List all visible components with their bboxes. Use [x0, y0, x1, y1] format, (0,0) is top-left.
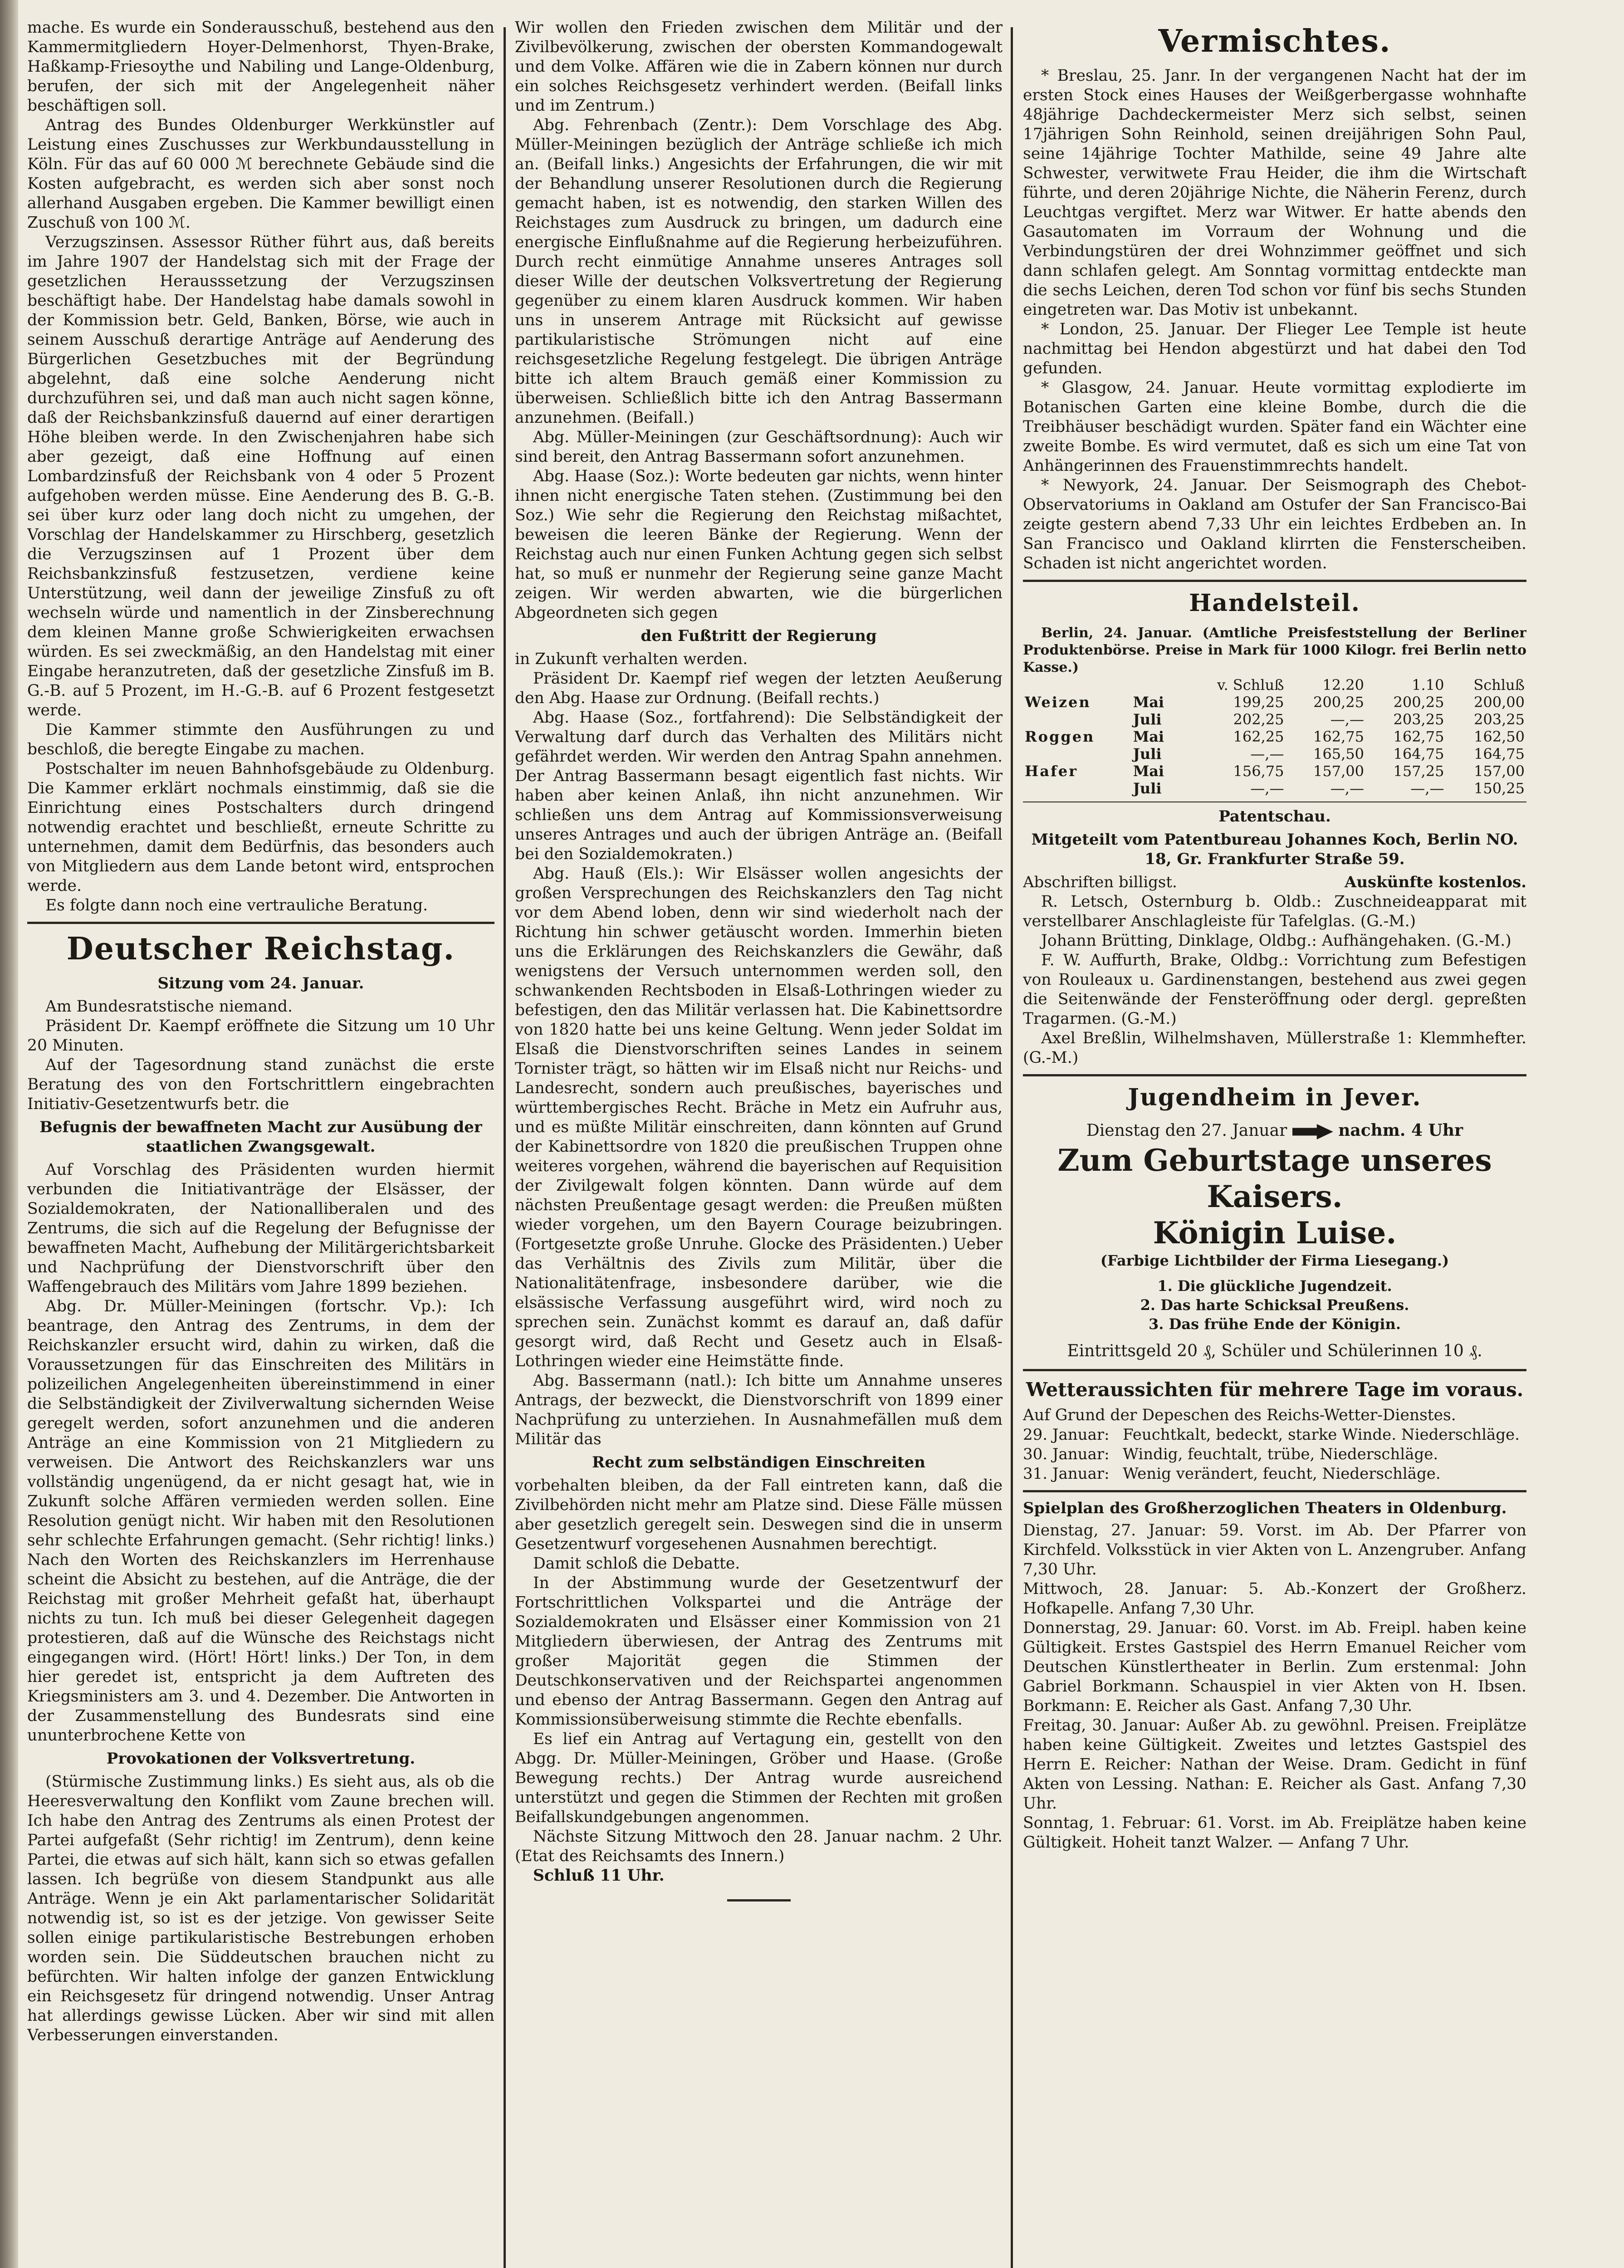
- wetter-heading: Wetteraussichten für mehrere Tage im voraus.: [1026, 1378, 1524, 1401]
- spielplan-heading: Spielplan des Großherzoglichen Theaters in Oldenburg.: [1023, 1499, 1507, 1517]
- article-paragraph: Schluß 11 Uhr.: [533, 1867, 665, 1885]
- patentschau-intro: Mitgeteilt vom Patentbureau Johannes Koch, Berlin NO. 18, Gr. Frankfurter Straße 59.: [1031, 831, 1518, 868]
- news-item: * London, 25. Januar. Der Flieger Lee Temple ist heute nachmittag bei Hendon abgestürzt und hat dabei den Tod gefunden.: [1023, 320, 1526, 377]
- article-paragraph: Abg. Fehrenbach (Zentr.): Dem Vorschlage des Abg. Müller-Meiningen bezüglich der Anträge schließe ich mich an. (Beifall links.) Angesichts der Erfahrungen, die wir mit der Behandlung unserer Resolutionen durch die Regierung gemacht haben, ist es notwendig, den starken Willen des Reichstages zum Ausdruck zu bringen, um dadurch eine energische Einflußnahme auf die Regierung herbeizuführen. Durch recht einmütige Annahme unseres Antrages soll dieser Wille der deutschen Volksvertretung der Regierung gegenüber zu einem klaren Ausdruck kommen. Wir haben uns in unserem Antrage mit Rücksicht auf gewisse partikularistische Strömungen nicht auf eine reichsgesetzliche Regelung festgelegt. Die übrigen Anträge bitte ich altem Brauch gemäß einer Kommission zu überweisen. Schließlich bitte ich den Antrag Bassermann anzunehmen. (Beifall.): [515, 116, 1003, 427]
- reichstag-heading: Deutscher Reichstag.: [66, 931, 455, 967]
- news-item: * Newyork, 24. Januar. Der Seismograph des Chebot-Observatoriums in Oakland am Ostufer der San Francisco-Bai zeigte gestern abend 7,33 Uhr ein leichtes Erdbeben an. In San Francisco und Oakland klirrten die Fensterscheiben. Schaden ist nicht angerichtet worden.: [1023, 476, 1526, 572]
- weather-row: 31. Januar: Wenig verändert, feucht, Niederschläge.: [1023, 1465, 1441, 1483]
- article-paragraph: Postschalter im neuen Bahnhofsgebäude zu Oldenburg. Die Kammer erklärt nochmals einstimmig, daß sie die Einrichtung eines Postschalters durch dringend notwendig erachtet und beschließt, erneute Schritte zu unternehmen, damit dem Bedürfnis, das besonders auch von Mitgliedern aus dem Lande betont wird, entsprochen werde.: [27, 760, 494, 895]
- article-paragraph: mache. Es wurde ein Sonderausschuß, bestehend aus den Kammermitgliedern Hoyer-Delmenhorst, Thyen-Brake, Haßkamp-Friesoythe und Nabiling und Lange-Oldenburg, berufen, der sich mit der Angelegenheit näher beschäftigen soll.: [27, 19, 494, 115]
- section-divider: [1023, 580, 1526, 582]
- article-paragraph: (Stürmische Zustimmung links.) Es sieht aus, als ob die Heeresverwaltung den Konflikt vom Zaune brechen will. Ich habe den Antrag des Zentrums als einen Protest der Partei aufgefaßt (Sehr richtig! im Zentrum), denn keine Partei, die etwas auf sich hält, kann sich so etwas gefallen lassen. Ich begrüße von diesem Standpunkt aus alle Anträge. Wenn je ein Akt parlamentarischer Solidarität notwendig ist, so ist es der jetzige. Von gewisser Seite sollen einige partikularistische Bestrebungen erhoben worden sein. Die Süddeutschen brauchen nicht zu befürchten. Wir halten infolge der ganzen Entwicklung ein Reichsgesetz für dringend notwendig. Unser Antrag hat allerdings gewisse Lücken. Aber wir sind mit allen Verbesserungen einverstanden.: [27, 1773, 494, 2044]
- table-row: Juli —,— 165,50 164,75 164,75: [1133, 745, 1525, 763]
- wetter-intro: Auf Grund der Depeschen des Reichs-Wetter-Dienstes.: [1023, 1406, 1456, 1424]
- price-col-header: 12.20: [1322, 676, 1364, 694]
- session-date: Sitzung vom 24. Januar.: [157, 974, 364, 992]
- vermischtes-heading: Vermischtes.: [1158, 23, 1391, 59]
- spielplan-entry: Dienstag, 27. Januar: 59. Vorst. im Ab. Der Pfarrer von Kirchfeld. Volksstück in vier Akten von L. Anzengruber. Anfang 7,30 Uhr.: [1023, 1521, 1526, 1579]
- article-paragraph: Präsident Dr. Kaempf rief wegen der letzten Aeußerung den Abg. Haase zur Ordnung. (Beifall rechts.): [515, 670, 1003, 707]
- article-paragraph: Es lief ein Antrag auf Vertagung ein, gestellt von den Abgg. Dr. Müller-Meiningen, Gröber und Haase. (Große Bewegung rechts.) Der Antrag wurde ausreichend unterstützt und gegen die Stimmen der Rechten mit großen Beifallskundgebungen angenommen.: [515, 1730, 1003, 1826]
- article-paragraph: Abg. Haase (Soz.): Worte bedeuten gar nichts, wenn hinter ihnen nicht energische Taten stehen. (Zustimmung bei den Soz.) Wie sehr die Regierung den Reichstag mißachtet, beweisen die leeren Bänke der Regierung. Wenn der Reichstag auch nur einen Funken Achtung gegen sich selbst hat, so muß er nunmehr der Regierung seine ganze Macht zeigen. Wir werden abwarten, wie die bürgerlichen Abgeordneten sich gegen: [515, 467, 1003, 622]
- ad-date: Dienstag den 27. Januar nachm. 4 Uhr: [1086, 1121, 1463, 1140]
- article-paragraph: vorbehalten bleiben, da der Fall eintreten kann, daß die Zivilbehörden nicht mehr am Platze sind. Diese Fälle müssen aber gesetzlich geregelt sein. Deswegen sind die in unserm Gesetzentwurf vorgesehenen Ausnahmen berechtigt.: [515, 1476, 1003, 1553]
- price-col-header: Schluß: [1473, 676, 1525, 694]
- article-paragraph: Nächste Sitzung Mittwoch den 28. Januar nachm. 2 Uhr. (Etat des Reichsamts des Innern.): [515, 1828, 1003, 1865]
- subheading: Befugnis der bewaffneten Macht zur Ausübung der staatlichen Zwangsgewalt.: [39, 1118, 482, 1156]
- article-paragraph: Abg. Müller-Meiningen (zur Geschäftsordnung): Auch wir sind bereit, den Antrag Bassermann sofort anzunehmen.: [515, 428, 1003, 466]
- table-row: Juli —,— —,— —,— 150,25: [1133, 780, 1525, 797]
- weather-row: 30. Januar: Windig, feuchtalt, trübe, Niederschläge.: [1023, 1445, 1438, 1463]
- article-paragraph: Antrag des Bundes Oldenburger Werkkünstler auf Leistung eines Zuschusses zur Werkbundausstellung in Köln. Für das auf 60 000 ℳ berechnete Gebäude sind die Kosten aufgebracht, es werden sich aber sonst noch allerhand Ausgaben ergeben. Die Kammer bewilligt einen Zuschuß von 100 ℳ.: [27, 116, 494, 232]
- patentschau-heading: Patentschau.: [1218, 807, 1331, 826]
- article-paragraph: Abg. Hauß (Els.): Wir Elsässer wollen angesichts der großen Versprechungen des Reichskanzlers den Tag nicht vor dem Abend loben, denn wir sind wiederholt nach der Richtung hin schwer getäuscht worden. Immerhin bieten uns die Erklärungen des Reichskanzlers die Gewähr, daß wenigstens der Versuch unternommen werden soll, den schwankenden Rechtsboden in Elsaß-Lothringen wieder zu befestigen, den das Militär verlassen hat. Die Kabinettsordre von 1820 hatte bei uns keine Geltung. Wenn jeder Soldat im Elsaß die Dienstvorschriften seines Landes in seinem Tornister trägt, so hätten wir im Elsaß nicht nur Reichs- und Landesrecht, sondern auch preußisches, bayerisches und württembergisches Recht. Bräche in Metz ein Aufruhr aus, und es müßte Militär einschreiten, dann könnten auf Grund der Kabinettsordre von 1820 die preußischen Truppen ohne weiteres vorgehen, während die bayerischen auf Requisition der Zivilgewalt folgen könnten. Dann würde auf dem nächsten Preußentage gesagt werden: die Preußen müßten wieder vorgehen, um den Bayern Courage beizubringen. (Fortgesetzte große Unruhe. Glocke des Präsidenten.) Ueber das Verhältnis des Zivils zum Militär, über die Nationalitätenfrage, insbesondere darüber, wie die elsässische Verfassung ausgeführt wird, wird noch zu sprechen sein. Zunächst kommt es darauf an, daß dafür gesorgt wird, daß Recht und Gesetz auch in Elsaß-Lothringen wieder eine Heimstätte finde.: [515, 865, 1003, 1370]
- section-divider: [1023, 1369, 1526, 1371]
- article-paragraph: Die Kammer stimmte den Ausführungen zu und beschloß, die beregte Eingabe zu machen.: [27, 721, 494, 758]
- section-divider: [27, 922, 494, 924]
- ad-title: Jugendheim in Jever.: [1128, 1084, 1422, 1111]
- article-paragraph: Verzugszinsen. Assessor Rüther führt aus, daß bereits im Jahre 1907 der Handelstag sich mit der Frage der gesetzlichen Herausssetzung der Verzugszinsen beschäftigt habe. Der Handelstag habe damals sowohl in der Kommission betr. Geld, Banken, Börse, wie auch in seinem Ausschuß derartige Anträge auf Aenderung des Bürgerlichen Gesetzbuches mit der Begründung abgelehnt, daß eine solche Aenderung nicht durchzuführen sei, und daß man auch nicht sagen könne, daß der Reichsbankzinsfuß dauernd auf einer derartigen Höhe bleiben werde. In den Zwischenjahren habe sich aber gezeigt, daß eine Hoffnung auf einen Lombardzinsfuß der Reichsbank von 4 oder 5 Prozent aufgehoben werden müsse. Eine Aenderung des B. G.-B. sei über kurz oder lang doch nicht zu umgehen, der Vorschlag der Handelskammer zu Hirschberg, gesetzlich die Verzugszinsen auf 1 Prozent über dem Reichsbankzinsfuß festzusetzen, verdiene keine Unterstützung, weil dann der jeweilige Zinsfuß zu oft wechseln würde und namentlich in der Zinsberechnung dem kleinen Manne große Schwierigkeiten erwachsen würden. Es sei zweckmäßig, an den Handelstag mit einer Eingabe heranzutreten, daß der gesetzliche Zinsfuß im B. G.-B. auf 5 Prozent, im H.-G.-B. auf 6 Prozent festgesetzt werde.: [27, 233, 494, 719]
- column-3: [1023, 18, 1526, 2268]
- article-paragraph: In der Abstimmung wurde der Gesetzentwurf der Fortschrittlichen Volkspartei und die Anträge der Sozialdemokraten und Elsässer einer Kommission von 21 Mitgliedern überwiesen, der Antrag des Zentrums mit großer Majorität gegen die Stimmen der Deutschkonservativen und der Reichspartei angenommen und ebenso der Antrag Bassermann. Gegen den Antrag auf Kommissionsüberweisung stimmte die Rechte ebenfalls.: [515, 1574, 1003, 1729]
- article-paragraph: Abg. Dr. Müller-Meiningen (fortschr. Vp.): Ich beantrage, den Antrag des Zentrums, in dem der Reichskanzler ersucht wird, dahin zu wirken, daß die Voraussetzungen für das Einschreiten des Militärs in polizeilichen Angelegenheiten übereinstimmend in einer die Selbständigkeit der Zivilverwaltung sichernden Weise geregelt werden, sofort anzunehmen und die anderen Anträge an eine Kommission von 21 Mitgliedern zu verweisen. Die Antwort des Reichskanzlers war uns vollständig ungenügend, da er nicht gesagt hat, wie in Zukunft solche Affären vermieden werden sollen. Eine Resolution genügt nicht. Wir haben mit den Resolutionen sehr schlechte Erfahrungen gemacht. (Sehr richtig! links.) Nach den Worten des Reichskanzlers im Herrenhause scheint die Absicht zu bestehen, auf die Anträge, die der Reichstag mit großer Mehrheit gefaßt hat, überhaupt nichts zu tun. Ich muß bei dieser Gelegenheit dagegen protestieren, daß auf die Wünsche des Reichstags nicht eingegangen wird. (Hört! Hört! links.) Der Ton, in dem hier geredet ist, entspricht ja dem Auftreten des Kriegsministers am 3. und 4. Dezember. Die Antworten in der Zusammenstellung des Bundesrats sind eine ununterbrochene Kette von: [27, 1297, 494, 1745]
- handelsteil-heading: Handelsteil.: [1189, 589, 1360, 617]
- binding-edge: [0, 0, 18, 2268]
- spielplan-entry: Mittwoch, 28. Januar: 5. Ab.-Konzert der Großherz. Hofkapelle. Anfang 7,30 Uhr.: [1023, 1580, 1526, 1618]
- ad-item: 3. Das frühe Ende der Königin.: [1149, 1315, 1401, 1333]
- section-divider: [1023, 1490, 1526, 1492]
- spielplan-entry: Donnerstag, 29. Januar: 60. Vorst. im Ab. Freipl. haben keine Gültigkeit. Erstes Gastspiel des Herrn Emanuel Reicher vom Deutschen Künstlertheater in Berlin. Zum erstenmal: John Gabriel Borkmann. Schauspiel in vier Akten von H. Ibsen. Borkmann: E. Reicher als Gast. Anfang 7,30 Uhr.: [1023, 1619, 1526, 1715]
- article-paragraph: Präsident Dr. Kaempf eröffnete die Sitzung um 10 Uhr 20 Minuten.: [27, 1017, 494, 1055]
- spielplan-entry: Freitag, 30. Januar: Außer Ab. zu gewöhnl. Preisen. Freiplätze haben keine Gültigkeit. Zweites und letztes Gastspiel des Herrn E. Reicher: Nathan der Weise. Dram. Gedicht in fünf Akten von Lessing. Nathan: E. Reicher als Gast. Anfang 7,30 Uhr.: [1023, 1716, 1526, 1813]
- patent-entry: R. Letsch, Osternburg b. Oldb.: Zuschneideapparat mit verstellbarer Anschlagleiste für Tafelglas. (G.-M.): [1023, 893, 1526, 930]
- patentschau-note: Abschriften billigst.: [1023, 873, 1177, 891]
- article-paragraph: Abg. Haase (Soz., fortfahrend): Die Selbständigkeit der Verwaltung darf durch das Verhalten des Militärs nicht gefährdet werden. Wir werden den Antrag Spahn annehmen. Der Antrag Bassermann besagt eigentlich fast nichts. Wir haben aber keinen Anlaß, ihn nicht anzunehmen. Wir schließen uns dem Antrag auf Kommissionsverweisung unseres Antrages und auch der übrigen Anträge an. (Beifall bei den Sozialdemokraten.): [515, 709, 1003, 863]
- article-paragraph: Damit schloß die Debatte.: [533, 1554, 740, 1573]
- table-row: Juli 202,25 —,— 203,25 203,25: [1133, 711, 1525, 728]
- news-item: * Glasgow, 24. Januar. Heute vormittag explodierte im Botanischen Garten eine kleine Bombe, durch die die Treibhäuser beschädigt wurden. Später fand ein Wächter eine zweite Bombe. Es wird vermutet, daß es sich um eine Tat von Anhängerinnen des Frauenstimmrechts handelt.: [1023, 379, 1526, 475]
- article-paragraph: Auf Vorschlag des Präsidenten wurden hiermit verbunden die Initiativanträge der Elsässer, der Sozialdemokraten, der Nationalliberalen und des Zentrums, die sich auf die Regelung der Befugnisse der bewaffneten Macht, Aufhebung der Militärgerichtsbarkeit und Nachprüfung der Dienstvorschrift über den Waffengebrauch des Militärs vom Jahre 1899 beziehen.: [27, 1161, 494, 1296]
- article-paragraph: Es folgte dann noch eine vertrauliche Beratung.: [45, 896, 428, 914]
- column-rule: [504, 27, 506, 2268]
- ad-item: 1. Die glückliche Jugendzeit.: [1157, 1277, 1392, 1295]
- news-item: * Breslau, 25. Janr. In der vergangenen Nacht hat der im ersten Stock eines Hauses der Weißgerbergasse wohnhafte 48jährige Dachdeckermeister Merz sich selbst, seinen 17jährigen Sohn Reinhold, seinen dreijährigen Sohn Paul, seine 14jährige Tochter Mathilde, seine 49 Jahre alte Schwester, verwitwete Frau Heider, die ihm die Wirtschaft führte, und deren 20jährige Nichte, die Näherin Ferenz, durch Leuchtgas vergiftet. Merz war Witwer. Er hatte abends den Gasautomaten im Vorraum der Wohnung und die Verbindungstüren der drei Wohnzimmer geöffnet und sich dann schlafen gelegt. Am Sonntag vormittag entdeckte man die sechs Leichen, deren Tod schon vor fünf bis sechs Stunden eingetreten war. Das Motiv ist unbekannt.: [1023, 67, 1526, 319]
- article-paragraph: Abg. Bassermann (natl.): Ich bitte um Annahme unseres Antrags, der bezweckt, die Dienstvorschrift von 1899 einer Nachprüfung zu unterziehen. In Ausnahmefällen muß dem Militär das: [515, 1372, 1003, 1448]
- article-paragraph: Wir wollen den Frieden zwischen dem Militär und der Zivilbevölkerung, zwischen der obersten Kommandogewalt und dem Volke. Affären wie die in Zabern können nur durch ein solches Reichsgesetz verhindert werden. (Beifall links und im Zentrum.): [515, 19, 1003, 115]
- column-rule: [1011, 27, 1013, 2268]
- article-paragraph: Auf der Tagesordnung stand zunächst die erste Beratung des von den Fortschrittlern eingebrachten Initiativ-Gesetzentwurfs betr. die: [27, 1056, 494, 1113]
- ad-headline: Zum Geburtstage unseres Kaisers.: [1057, 1143, 1492, 1214]
- price-col-header: v. Schluß: [1217, 676, 1284, 694]
- price-col-header: 1.10: [1412, 676, 1444, 694]
- ad-subtitle: (Farbige Lichtbilder der Firma Liesegang.): [1100, 1252, 1449, 1269]
- ad-entry-fee: Eintrittsgeld 20 ₰, Schüler und Schülerinnen 10 ₰.: [1067, 1342, 1482, 1360]
- patent-entry: Axel Breßlin, Wilhelmshaven, Müllerstraße 1: Klemmhefter. (G.-M.): [1023, 1029, 1526, 1067]
- table-row: Hafer Mai 156,75 157,00 157,25 157,00: [1025, 763, 1525, 780]
- price-table: [1023, 676, 1526, 797]
- ad-headline: Königin Luise.: [1153, 1215, 1397, 1251]
- subheading: Recht zum selbständigen Einschreiten: [592, 1453, 926, 1471]
- table-row: Roggen Mai 162,25 162,75 162,75 162,50: [1025, 728, 1525, 745]
- weather-row: 29. Januar: Feuchtkalt, bedeckt, starke Winde. Niederschläge.: [1023, 1426, 1520, 1444]
- patent-entry: F. W. Auffurth, Brake, Oldbg.: Vorrichtung zum Befestigen von Rouleaux u. Gardinenstangen, bestehend aus zwei gegen die Seitenwände der Fensteröffnung oder dergl. gepreßten Tragarmen. (G.-M.): [1023, 951, 1526, 1028]
- column-2: [515, 18, 1003, 2268]
- subheading: Provokationen der Volksvertretung.: [106, 1750, 416, 1768]
- pointing-hand-icon: [1292, 1124, 1333, 1139]
- article-paragraph: in Zukunft verhalten werden.: [515, 650, 748, 668]
- end-rule: [727, 1899, 791, 1901]
- column-1: [27, 18, 494, 2268]
- ad-item: 2. Das harte Schicksal Preußens.: [1140, 1296, 1409, 1314]
- article-paragraph: Am Bundesratstische niemand.: [45, 997, 293, 1016]
- subheading: den Fußtritt der Regierung: [641, 627, 877, 645]
- table-row: Weizen Mai 199,25 200,25 200,25 200,00: [1025, 694, 1525, 711]
- section-divider: [1023, 1074, 1526, 1076]
- patent-entry: Johann Brütting, Dinklage, Oldbg.: Aufhängehaken. (G.-M.): [1041, 932, 1511, 950]
- jugendheim-ad: [1023, 1083, 1526, 1363]
- patentschau-note: Auskünfte kostenlos.: [1344, 873, 1526, 891]
- spielplan-entry: Sonntag, 1. Februar: 61. Vorst. im Ab. Freiplätze haben keine Gültigkeit. Hoheit tanzt Walzer. — Anfang 7 Uhr.: [1023, 1814, 1526, 1852]
- handelsteil-intro: Berlin, 24. Januar. (Amtliche Preisfeststellung der Berliner Produktenbörse. Preise in Mark für 1000 Kilogr. frei Berlin netto Kasse.): [1023, 625, 1526, 675]
